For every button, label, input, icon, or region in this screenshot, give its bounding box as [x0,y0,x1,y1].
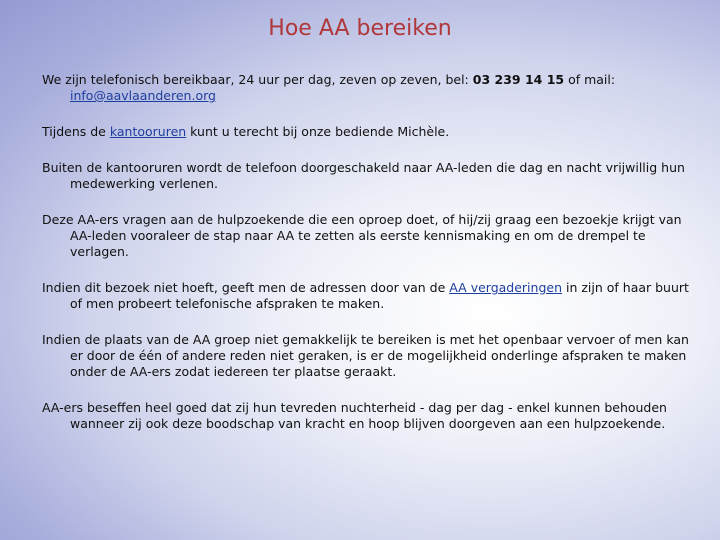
office-hours-link[interactable]: kantooruren [109,124,187,139]
message-paragraph: AA-ers beseffen heel goed dat zij hun tevreden nuchterheid - dag per dag - enkel kunnen behouden wanneer zij ook deze boodschap van kracht en hoop blijven doorgeven aan een hulpzoekende. [42,400,667,431]
email-link[interactable]: info@aavlaanderen.org [70,88,216,103]
office-hours-text-after: kunt u terecht bij onze bediende Michèle. [186,124,450,139]
meetings-text-after: in zijn of haar buurt of men probeert telefonische afspraken te maken. [70,280,689,311]
slide-body [42,72,692,452]
contact-paragraph [42,72,692,104]
after-hours-paragraph: Buiten de kantooruren wordt de telefoon doorgeschakeld naar AA-leden die dag en nacht vrijwillig hun medewerking verlenen. [42,160,685,191]
meetings-paragraph [42,280,692,312]
contact-mail-text: of mail: [564,72,616,87]
phone-number[interactable]: 03 239 14 15 [472,72,565,87]
meetings-link[interactable]: AA vergaderingen [449,280,562,295]
office-hours-text-before: Tijdens de [42,124,110,139]
page-title: Hoe AA bereiken [268,16,452,41]
transport-paragraph: Indien de plaats van de AA groep niet gemakkelijk te bereiken is met het openbaar vervoer of men kan er door de één of andere reden niet geraken, is er de mogelijkheid onderlinge afspraken te maken onder de AA-ers zodat iedereen ter plaatse geraakt. [42,332,689,379]
contact-text: We zijn telefonisch bereikbaar, 24 uur per dag, zeven op zeven, bel: [42,72,473,87]
meetings-text-before: Indien dit bezoek niet hoeft, geeft men de adressen door van de [42,280,450,295]
office-hours-paragraph [42,124,692,140]
visit-paragraph: Deze AA-ers vragen aan de hulpzoekende die een oproep doet, of hij/zij graag een bezoekje krijgt van AA-leden vooraleer de stap naar AA te zetten als eerste kennismaking en om de drempel te verlagen. [42,212,682,259]
